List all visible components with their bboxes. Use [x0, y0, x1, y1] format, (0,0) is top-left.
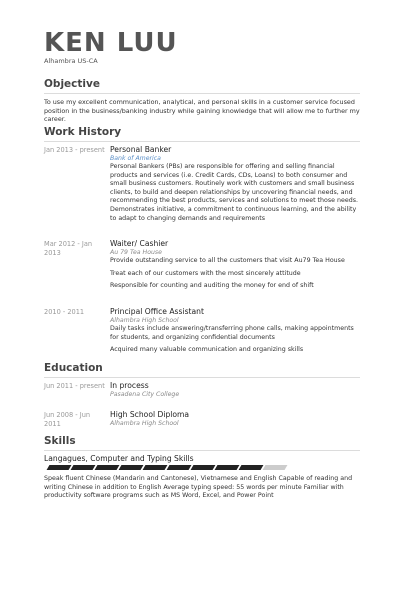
job-bullet: Provide outstanding service to all the customers that visit Au79 Tea House [110, 257, 345, 264]
school-name: Alhambra High School [110, 420, 179, 427]
job-title: Principal Office Assistant [110, 307, 204, 316]
employer-name: Au 79 Tea House [110, 249, 162, 256]
job-entry [110, 307, 362, 359]
skill-segment-filled [95, 465, 120, 470]
education-dates: Jun 2011 - present [44, 382, 105, 390]
job-entry [110, 239, 362, 295]
job-dates: Jan 2013 - present [44, 146, 105, 154]
skill-segment-filled [167, 465, 192, 470]
school-name: Pasadena City College [110, 391, 180, 398]
education-dates: Jun 2008 - Jun 2011 [44, 411, 91, 428]
skill-segment-filled [215, 465, 240, 470]
skill-title: Langagues, Computer and Typing Skills [44, 454, 194, 463]
job-description [110, 257, 362, 291]
section-divider [44, 450, 360, 451]
job-bullet: Acquired many valuable communication and organizing skills [110, 346, 304, 354]
skill-segment-filled [143, 465, 168, 470]
section-divider [44, 377, 360, 378]
skill-segment-filled [119, 465, 144, 470]
skill-segment-empty [263, 465, 288, 470]
job-description [110, 163, 362, 223]
skill-segment-filled [71, 465, 96, 470]
section-divider [44, 93, 360, 94]
candidate-name: KEN LUU [44, 28, 178, 58]
education-heading: Education [44, 362, 103, 374]
skill-segment-filled [191, 465, 216, 470]
skill-description: Speak fluent Chinese (Mandarin and Cantonese), Vietnamese and English Capable of reading and writing Chinese in addition to English Average typing speed: 55 words per minute Familiar with productivity software programs such as MS Word, Excel, and Power Point [44, 475, 353, 500]
skills-heading: Skills [44, 435, 76, 447]
section-divider [44, 141, 360, 142]
job-bullet: Personal Bankers (PBs) are responsible for offering and selling financial products and services (i.e. Credit Cards, CDs, Loans) to both consumer and small business customers. Routinely work with customers and small business clients, to build and deepen relationships by uncovering financial needs, and recommending the best products, services and solutions to meet those needs. Demonstrates initiative, a commitment to continuous learning, and the ability to adapt to changing demands and requirements [110, 163, 359, 222]
candidate-location: Alhambra US-CA [44, 57, 98, 65]
employer-link[interactable]: Bank of America [110, 155, 161, 162]
skill-segment-filled [47, 465, 72, 470]
skill-segment-filled [239, 465, 264, 470]
job-entry [110, 145, 362, 227]
job-bullet: Treat each of our customers with the most sincerely attitude [110, 269, 301, 277]
job-bullet: Responsible for counting and auditing the money for end of shift [110, 282, 314, 290]
job-dates: 2010 - 2011 [44, 308, 85, 316]
job-title: Waiter/ Cashier [110, 239, 169, 248]
work-history-heading: Work History [44, 126, 122, 138]
skill-level-bar [48, 465, 288, 470]
job-title: Personal Banker [110, 145, 172, 154]
job-dates: Mar 2012 - Jan 2013 [44, 240, 93, 257]
employer-name: Alhambra High School [110, 317, 179, 324]
job-description [110, 325, 362, 355]
degree-title: High School Diploma [110, 410, 190, 419]
education-entry [110, 381, 362, 399]
objective-text: To use my excellent communication, analytical, and personal skills in a customer service focused position in the business/banking industry while gaining knowledge that will allow me to further my career. [44, 98, 360, 124]
objective-heading: Objective [44, 78, 100, 90]
education-entry [110, 410, 362, 428]
degree-title: In process [110, 381, 149, 390]
job-bullet: Daily tasks include answering/transferring phone calls, making appointments for students, and organizing confidential documents [110, 325, 354, 341]
